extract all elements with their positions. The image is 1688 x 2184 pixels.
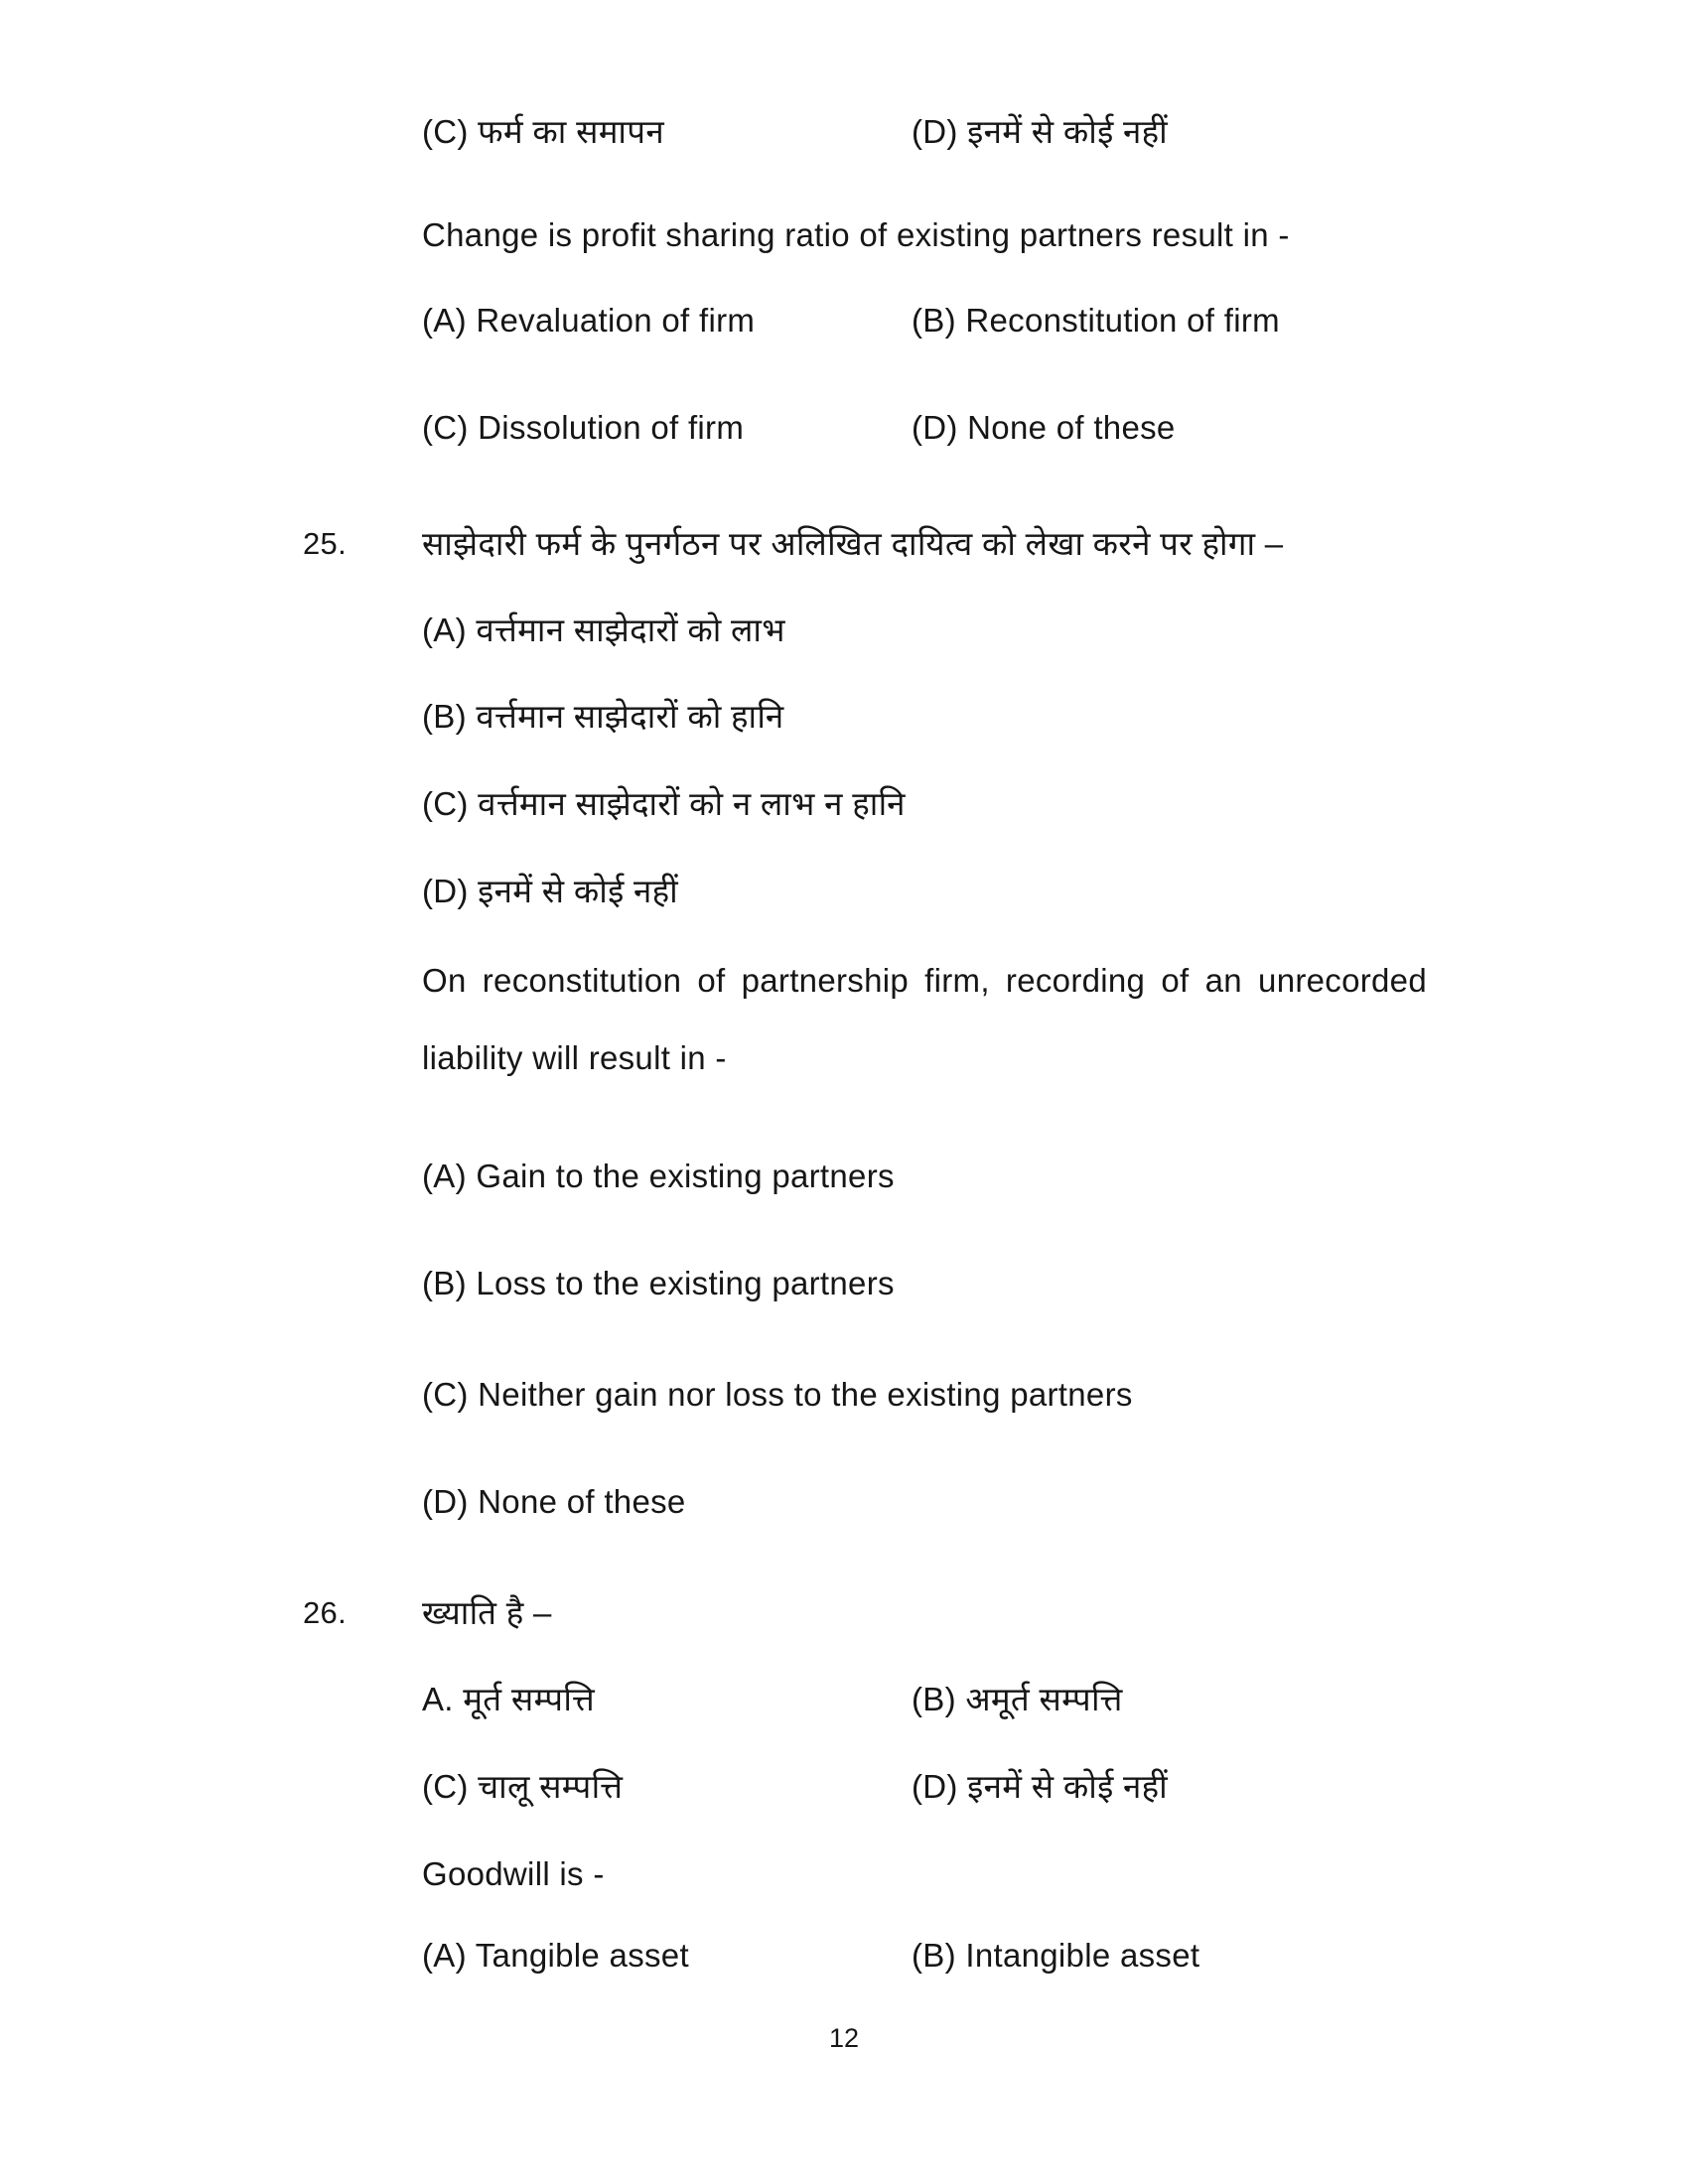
q24-english-option-d: (D) None of these	[912, 409, 1176, 446]
q26-hindi-option-b: (B) अमूर्त सम्पत्ति	[912, 1681, 1123, 1717]
q24-english-option-c: (C) Dissolution of firm	[422, 409, 745, 446]
q25-hindi-question: साझेदारी फर्म के पुनर्गठन पर अलिखित दायित्व को लेखा करने पर होगा –	[422, 525, 1284, 562]
q26-hindi-option-d: (D) इनमें से कोई नहीं	[912, 1768, 1169, 1805]
q24-english-question: Change is profit sharing ratio of existing partners result in -	[422, 216, 1290, 253]
q26-hindi-question: ख्याति है –	[422, 1594, 552, 1631]
q25-english-option-a: (A) Gain to the existing partners	[422, 1158, 895, 1194]
q24-hindi-option-c: (C) फर्म का समापन	[422, 113, 664, 150]
q26-english-option-a: (A) Tangible asset	[422, 1937, 689, 1974]
q26-hindi-option-a: A. मूर्त सम्पत्ति	[422, 1681, 595, 1717]
page-number: 12	[828, 2023, 860, 2053]
q24-english-option-a: (A) Revaluation of firm	[422, 302, 756, 339]
q25-english-question-line1: On reconstitution of partnership firm, recording of an unrecorded	[422, 962, 1427, 999]
q25-hindi-option-a: (A) वर्त्तमान साझेदारों को लाभ	[422, 612, 785, 648]
q25-hindi-option-d: (D) इनमें से कोई नहीं	[422, 873, 679, 909]
q25-hindi-option-b: (B) वर्त्तमान साझेदारों को हानि	[422, 698, 784, 735]
q26-english-question: Goodwill is -	[422, 1855, 605, 1892]
q25-english-option-d: (D) None of these	[422, 1483, 686, 1520]
q24-hindi-option-d: (D) इनमें से कोई नहीं	[912, 113, 1169, 150]
q26-english-option-b: (B) Intangible asset	[912, 1937, 1200, 1974]
q25-english-question-line2: liability will result in -	[422, 1039, 727, 1076]
q25-number: 25.	[303, 526, 347, 561]
q26-hindi-option-c: (C) चालू सम्पत्ति	[422, 1768, 624, 1805]
q25-english-option-c: (C) Neither gain nor loss to the existing partners	[422, 1376, 1133, 1413]
q25-hindi-option-c: (C) वर्त्तमान साझेदारों को न लाभ न हानि	[422, 785, 906, 822]
q24-english-option-b: (B) Reconstitution of firm	[912, 302, 1280, 339]
q25-english-option-b: (B) Loss to the existing partners	[422, 1265, 895, 1301]
q26-number: 26.	[303, 1595, 347, 1630]
